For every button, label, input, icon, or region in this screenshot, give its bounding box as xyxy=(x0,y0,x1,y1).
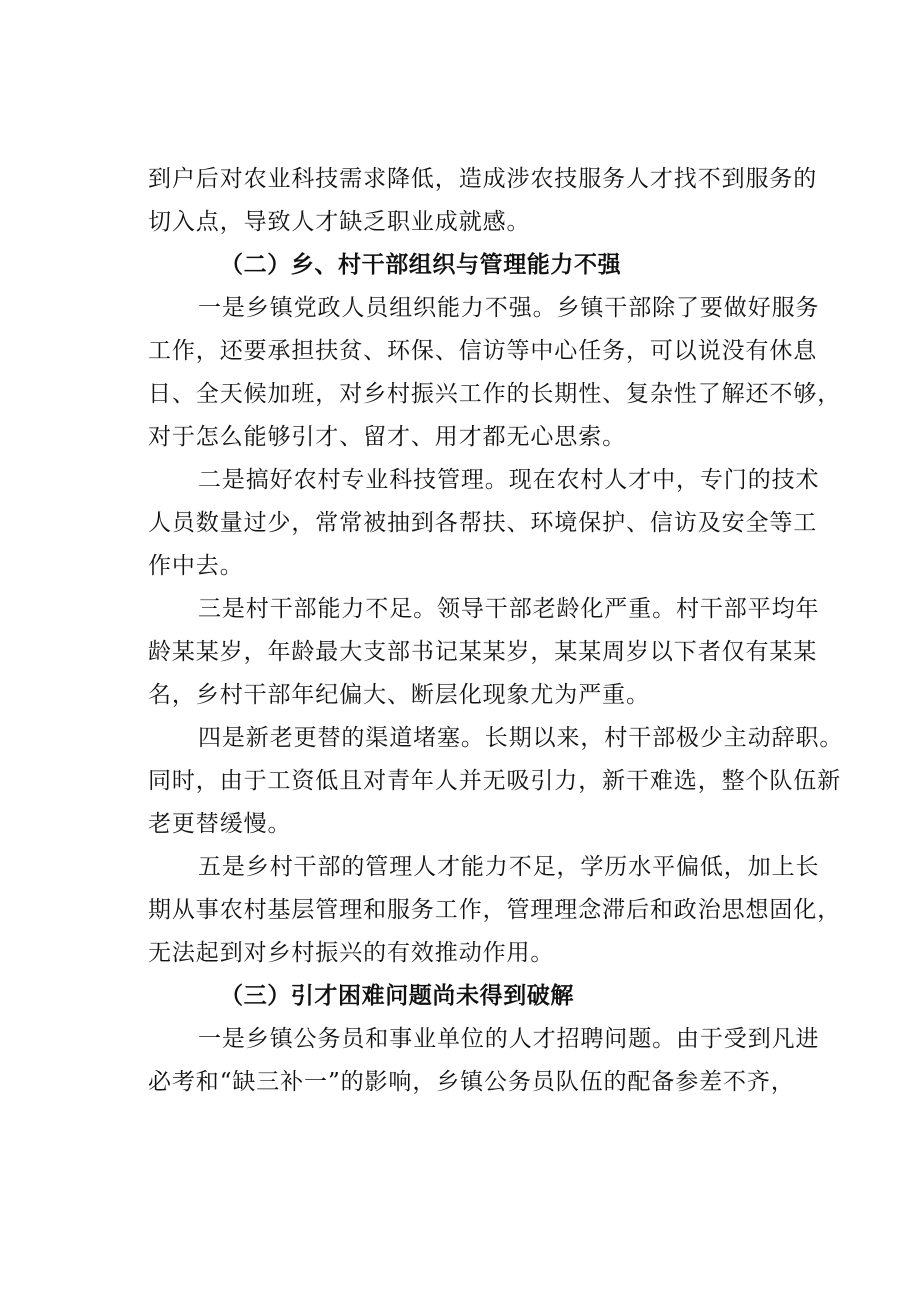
text-line: 名，乡村干部年纪偏大、断层化现象尤为严重。 xyxy=(148,682,650,708)
lead-paragraph xyxy=(148,158,818,244)
text-line: 五是乡村干部的管理人才能力不足，学历水平偏低，加上长 xyxy=(198,854,820,880)
text-line: 四是新老更替的渠道堵塞。长期以来，村干部极少主动辞职。 xyxy=(198,725,844,751)
text-line: 工作，还要承担扶贫、环保、信访等中心任务，可以说没有休息 xyxy=(148,338,818,364)
document-page xyxy=(148,158,844,1104)
section-2-paragraph-5 xyxy=(148,846,842,975)
section-3-heading: （三）引才困难问题尚未得到破解 xyxy=(220,983,574,1009)
text-line: 作中去。 xyxy=(148,553,244,579)
section-2-heading: （二）乡、村干部组织与管理能力不强 xyxy=(220,252,622,278)
section-2-paragraph-2 xyxy=(148,459,820,588)
text-line: 切入点，导致人才缺乏职业成就感。 xyxy=(148,209,531,235)
section-2-paragraph-1 xyxy=(148,287,842,459)
text-line: 无法起到对乡村振兴的有效推动作用。 xyxy=(148,940,555,966)
section-2-paragraph-4 xyxy=(148,717,844,846)
text-line: 日、全天候加班，对乡村振兴工作的长期性、复杂性了解还不够， xyxy=(148,381,842,407)
text-line: 期从事农村基层管理和服务工作，管理理念滞后和政治思想固化， xyxy=(148,897,842,923)
text-line: 三是村干部能力不足。领导干部老龄化严重。村干部平均年 xyxy=(198,596,820,622)
text-line: 必考和“缺三补一”的影响，乡镇公务员队伍的配备参差不齐， xyxy=(148,1069,795,1095)
section-2-paragraph-3 xyxy=(148,588,820,717)
text-line: 老更替缓慢。 xyxy=(148,811,292,837)
section-3-paragraph-1 xyxy=(148,1018,820,1104)
text-line: 到户后对农业科技需求降低，造成涉农技服务人才找不到服务的 xyxy=(148,166,818,192)
text-line: 一是乡镇公务员和事业单位的人才招聘问题。由于受到凡进 xyxy=(198,1026,820,1052)
text-line: 二是搞好农村专业科技管理。现在农村人才中，专门的技术 xyxy=(198,467,820,493)
text-line: 一是乡镇党政人员组织能力不强。乡镇干部除了要做好服务 xyxy=(198,295,820,321)
text-line: 龄某某岁，年龄最大支部书记某某岁，某某周岁以下者仅有某某 xyxy=(148,639,818,665)
text-line: 对于怎么能够引才、留才、用才都无心思索。 xyxy=(148,424,626,450)
text-line: 同时，由于工资低且对青年人并无吸引力，新干难选，整个队伍新 xyxy=(148,768,842,794)
text-line: 人员数量过少，常常被抽到各帮扶、环境保护、信访及安全等工 xyxy=(148,510,818,536)
